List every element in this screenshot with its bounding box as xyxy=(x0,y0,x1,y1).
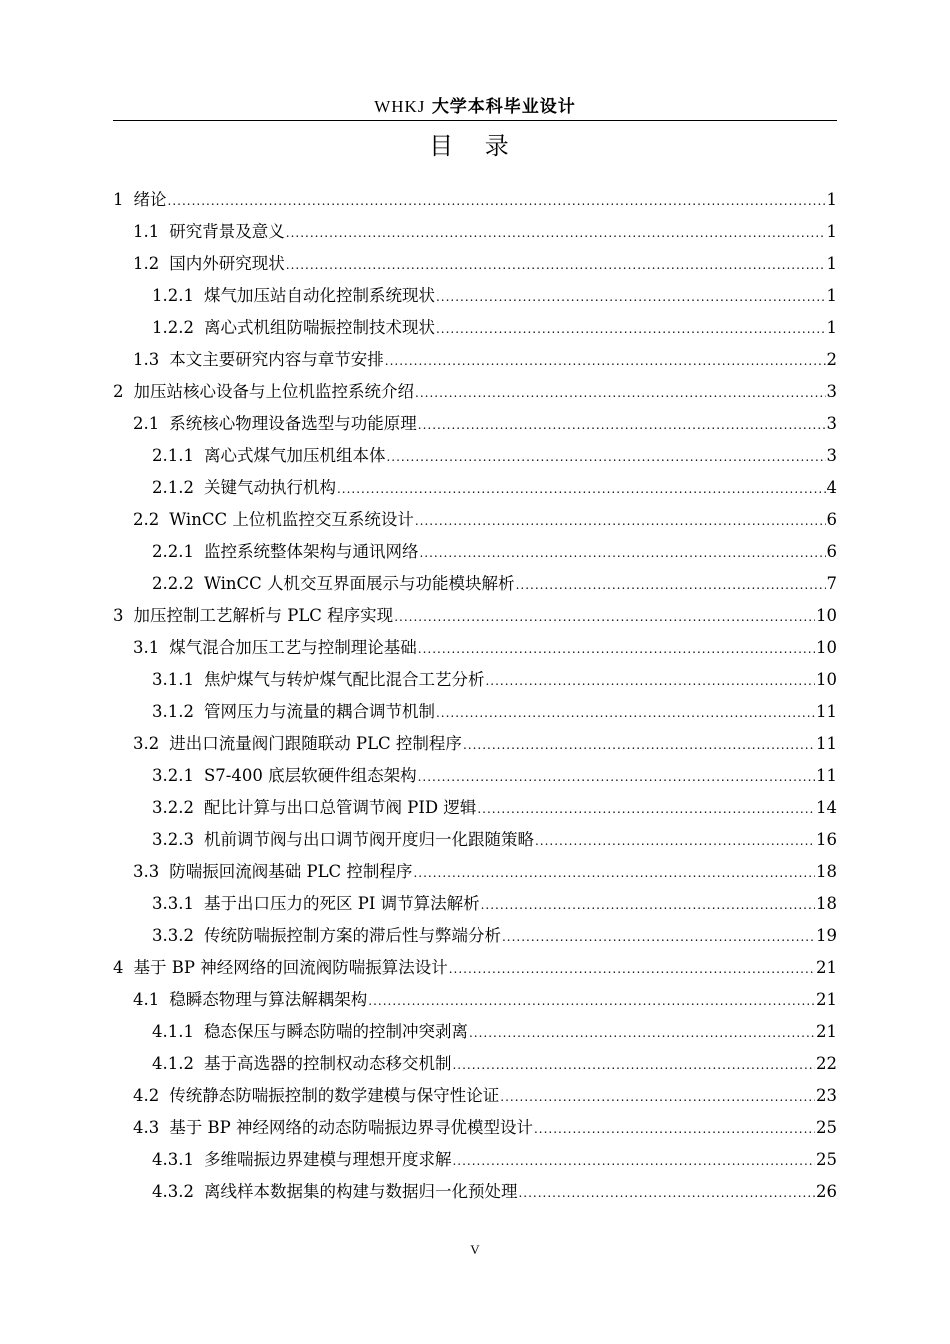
toc-entry-label xyxy=(152,472,336,504)
toc-entry-label xyxy=(113,952,448,984)
toc-entry-number: 4.1.2 xyxy=(152,1054,194,1073)
toc-entry[interactable] xyxy=(113,824,837,856)
toc-entry[interactable] xyxy=(113,536,837,568)
toc-entry-page: 1 xyxy=(826,222,837,241)
toc-entry-label xyxy=(152,568,515,600)
toc-entry-number: 2.2.2 xyxy=(152,574,194,593)
toc-entry[interactable] xyxy=(113,376,837,408)
toc-entry-text: 煤气加压站自动化控制系统现状 xyxy=(203,286,435,305)
toc-entry-page: 23 xyxy=(816,1086,837,1105)
toc-entry-text: 加压站核心设备与上位机监控系统介绍 xyxy=(133,382,414,401)
toc-leader-dots xyxy=(436,281,826,313)
toc-leader-dots xyxy=(516,569,826,601)
toc-entry[interactable] xyxy=(113,184,837,216)
toc-entry[interactable] xyxy=(113,984,837,1016)
toc-leader-dots xyxy=(418,633,815,665)
toc-entry[interactable] xyxy=(113,1144,837,1176)
toc-entry-label xyxy=(152,536,418,568)
toc-entry[interactable] xyxy=(113,632,837,664)
toc-leader-dots xyxy=(449,953,815,985)
toc-entry-text: 稳瞬态物理与算法解耦架构 xyxy=(169,990,368,1009)
toc-entry-text: 绪论 xyxy=(133,190,167,209)
toc-entry[interactable] xyxy=(113,952,837,984)
page-number: V xyxy=(470,1242,480,1257)
toc-entry-page: 11 xyxy=(816,734,837,753)
toc-leader-dots xyxy=(502,921,815,953)
toc-entry-label xyxy=(133,1080,499,1112)
toc-leader-dots xyxy=(477,793,815,825)
toc-entry-number: 4.1.1 xyxy=(152,1022,194,1041)
toc-entry-page: 26 xyxy=(816,1182,837,1201)
toc-entry-label xyxy=(152,696,435,728)
toc-leader-dots xyxy=(535,825,815,857)
toc-entry-number: 3 xyxy=(113,606,124,625)
toc-leader-dots xyxy=(337,473,826,505)
header-right-text: 大学本科毕业设计 xyxy=(431,97,576,117)
toc-entry-number: 1.2.1 xyxy=(152,286,194,305)
toc-entry-page: 18 xyxy=(816,862,837,881)
toc-leader-dots xyxy=(452,1145,815,1177)
toc-entry[interactable] xyxy=(113,504,837,536)
toc-entry-text: WinCC 人机交互界面展示与功能模块解析 xyxy=(203,574,515,593)
toc-entry-label xyxy=(152,920,501,952)
toc-entry-label xyxy=(133,504,414,536)
toc-entry-label xyxy=(133,408,417,440)
toc-entry[interactable] xyxy=(113,696,837,728)
toc-entry[interactable] xyxy=(113,344,837,376)
toc-entry-page: 2 xyxy=(826,350,837,369)
toc-entry-label xyxy=(152,760,417,792)
toc-leader-dots xyxy=(436,697,815,729)
toc-entry-page: 25 xyxy=(816,1150,837,1169)
toc-entry-number: 2.2 xyxy=(133,510,160,529)
toc-entry-number: 4.3.2 xyxy=(152,1182,194,1201)
toc-entry-label xyxy=(152,1048,451,1080)
toc-entry-text: 配比计算与出口总管调节阀 PID 逻辑 xyxy=(203,798,477,817)
toc-entry-number: 3.2.2 xyxy=(152,798,194,817)
toc-entry-page: 22 xyxy=(816,1054,837,1073)
toc-leader-dots xyxy=(534,1113,815,1145)
toc-entry-page: 11 xyxy=(816,702,837,721)
toc-entry-text: 防喘振回流阀基础 PLC 控制程序 xyxy=(169,862,413,881)
toc-entry-label xyxy=(133,984,367,1016)
toc-entry-label xyxy=(133,728,462,760)
toc-entry-page: 10 xyxy=(816,606,837,625)
toc-entry[interactable] xyxy=(113,600,837,632)
toc-entry-number: 3.3 xyxy=(133,862,160,881)
toc-entry[interactable] xyxy=(113,472,837,504)
toc-entry-text: 传统静态防喘振控制的数学建模与保守性论证 xyxy=(169,1086,500,1105)
toc-entry-number: 3.2.1 xyxy=(152,766,194,785)
toc-entry-number: 2 xyxy=(113,382,124,401)
toc-entry-text: 进出口流量阀门跟随联动 PLC 控制程序 xyxy=(169,734,462,753)
toc-entry-number: 3.1.2 xyxy=(152,702,194,721)
toc-leader-dots xyxy=(286,217,826,249)
toc-entry-number: 3.3.2 xyxy=(152,926,194,945)
toc-entry[interactable] xyxy=(113,856,837,888)
toc-entry-label xyxy=(133,216,285,248)
toc-entry-number: 4.3.1 xyxy=(152,1150,194,1169)
toc-entry[interactable] xyxy=(113,312,837,344)
toc-entry[interactable] xyxy=(113,568,837,600)
toc-leader-dots xyxy=(419,537,825,569)
toc-entry-page: 1 xyxy=(826,190,837,209)
toc-entry-page: 21 xyxy=(816,958,837,977)
table-of-contents xyxy=(113,184,837,1208)
toc-entry[interactable] xyxy=(113,728,837,760)
toc-entry-label xyxy=(152,664,484,696)
toc-title: 目 录 xyxy=(429,132,521,160)
toc-entry-page: 16 xyxy=(816,830,837,849)
toc-leader-dots xyxy=(469,1017,815,1049)
toc-entry-number: 3.1.1 xyxy=(152,670,194,689)
toc-entry-page: 7 xyxy=(826,574,837,593)
toc-entry[interactable] xyxy=(113,216,837,248)
toc-entry-number: 3.1 xyxy=(133,638,160,657)
toc-entry-page: 3 xyxy=(826,382,837,401)
toc-leader-dots xyxy=(418,761,815,793)
toc-leader-dots xyxy=(418,409,826,441)
toc-entry-text: 关键气动执行机构 xyxy=(203,478,336,497)
toc-entry-label xyxy=(113,376,414,408)
toc-entry-number: 4 xyxy=(113,958,124,977)
toc-entry[interactable] xyxy=(113,280,837,312)
toc-entry-label xyxy=(152,824,534,856)
toc-entry-text: 研究背景及意义 xyxy=(169,222,285,241)
toc-entry-label xyxy=(113,184,167,216)
toc-entry-number: 1.3 xyxy=(133,350,160,369)
toc-entry-page: 1 xyxy=(826,318,837,337)
toc-entry-number: 1 xyxy=(113,190,124,209)
toc-entry-page: 1 xyxy=(826,254,837,273)
toc-leader-dots xyxy=(518,1177,815,1209)
toc-entry[interactable] xyxy=(113,888,837,920)
toc-entry-text: 管网压力与流量的耦合调节机制 xyxy=(203,702,435,721)
toc-entry[interactable] xyxy=(113,1176,837,1208)
toc-entry-text: 基于 BP 神经网络的动态防喘振边界寻优模型设计 xyxy=(169,1118,533,1137)
toc-entry-page: 6 xyxy=(826,542,837,561)
toc-entry[interactable] xyxy=(113,664,837,696)
toc-entry-page: 3 xyxy=(826,446,837,465)
toc-leader-dots xyxy=(481,889,815,921)
toc-leader-dots xyxy=(368,985,815,1017)
toc-entry-number: 4.1 xyxy=(133,990,160,1009)
toc-entry-label xyxy=(133,248,285,280)
toc-entry-number: 4.3 xyxy=(133,1118,160,1137)
toc-entry-text: 基于 BP 神经网络的回流阀防喘振算法设计 xyxy=(133,958,448,977)
toc-entry-page: 18 xyxy=(816,894,837,913)
toc-entry-number: 2.2.1 xyxy=(152,542,194,561)
toc-entry-number: 3.2 xyxy=(133,734,160,753)
toc-entry[interactable] xyxy=(113,792,837,824)
toc-entry[interactable] xyxy=(113,1112,837,1144)
toc-entry-label xyxy=(152,792,476,824)
toc-entry-text: 本文主要研究内容与章节安排 xyxy=(169,350,384,369)
page-header xyxy=(113,94,837,121)
toc-entry-number: 1.1 xyxy=(133,222,160,241)
toc-entry-text: 多维喘振边界建模与理想开度求解 xyxy=(203,1150,452,1169)
toc-entry-number: 2.1 xyxy=(133,414,160,433)
toc-entry-number: 2.1.1 xyxy=(152,446,194,465)
toc-leader-dots xyxy=(500,1081,815,1113)
toc-entry-text: 离心式煤气加压机组本体 xyxy=(203,446,386,465)
toc-entry[interactable] xyxy=(113,920,837,952)
toc-entry-text: 煤气混合加压工艺与控制理论基础 xyxy=(169,638,417,657)
toc-entry-page: 21 xyxy=(816,1022,837,1041)
toc-entry-page: 3 xyxy=(826,414,837,433)
toc-leader-dots xyxy=(394,601,815,633)
toc-leader-dots xyxy=(436,313,826,345)
toc-entry-page: 4 xyxy=(826,478,837,497)
toc-entry-number: 3.2.3 xyxy=(152,830,194,849)
toc-entry-text: S7-400 底层软硬件组态架构 xyxy=(203,766,417,785)
toc-leader-dots xyxy=(415,505,826,537)
toc-entry-label xyxy=(152,440,385,472)
toc-entry-text: 基于出口压力的死区 PI 调节算法解析 xyxy=(203,894,480,913)
toc-entry-text: 机前调节阀与出口调节阀开度归一化跟随策略 xyxy=(203,830,534,849)
toc-leader-dots xyxy=(385,345,826,377)
toc-entry-text: 稳态保压与瞬态防喘的控制冲突剥离 xyxy=(203,1022,468,1041)
toc-entry-label xyxy=(152,1176,517,1208)
toc-entry-page: 10 xyxy=(816,670,837,689)
toc-entry-label xyxy=(152,312,435,344)
toc-entry-page: 1 xyxy=(826,286,837,305)
toc-entry-text: 系统核心物理设备选型与功能原理 xyxy=(169,414,417,433)
toc-leader-dots xyxy=(485,665,815,697)
toc-entry[interactable] xyxy=(113,408,837,440)
toc-entry-label xyxy=(152,280,435,312)
toc-entry-label xyxy=(113,600,393,632)
toc-entry-text: 传统防喘振控制方案的滞后性与弊端分析 xyxy=(203,926,501,945)
toc-entry[interactable] xyxy=(113,1016,837,1048)
toc-entry[interactable] xyxy=(113,1080,837,1112)
toc-entry[interactable] xyxy=(113,248,837,280)
toc-entry-label xyxy=(133,1112,533,1144)
header-left-text: WHKJ xyxy=(374,97,426,116)
toc-entry-text: WinCC 上位机监控交互系统设计 xyxy=(169,510,414,529)
toc-entry-page: 6 xyxy=(826,510,837,529)
toc-entry-text: 焦炉煤气与转炉煤气配比混合工艺分析 xyxy=(203,670,485,689)
toc-entry-label xyxy=(152,1016,468,1048)
toc-entry[interactable] xyxy=(113,440,837,472)
toc-entry-text: 离心式机组防喘振控制技术现状 xyxy=(203,318,435,337)
toc-entry-text: 国内外研究现状 xyxy=(169,254,285,273)
toc-entry-number: 1.2 xyxy=(133,254,160,273)
toc-entry-page: 10 xyxy=(816,638,837,657)
toc-leader-dots xyxy=(452,1049,815,1081)
toc-leader-dots xyxy=(286,249,826,281)
toc-leader-dots xyxy=(415,377,826,409)
toc-entry-label xyxy=(133,632,417,664)
toc-leader-dots xyxy=(168,185,826,217)
toc-entry-label xyxy=(133,856,412,888)
toc-entry-text: 离线样本数据集的构建与数据归一化预处理 xyxy=(203,1182,518,1201)
toc-entry-label xyxy=(152,888,480,920)
toc-entry-page: 21 xyxy=(816,990,837,1009)
toc-entry-text: 监控系统整体架构与通讯网络 xyxy=(203,542,419,561)
toc-entry-text: 基于高选器的控制权动态移交机制 xyxy=(203,1054,452,1073)
toc-entry-number: 3.3.1 xyxy=(152,894,194,913)
toc-entry-page: 19 xyxy=(816,926,837,945)
toc-entry-page: 25 xyxy=(816,1118,837,1137)
toc-entry-page: 14 xyxy=(816,798,837,817)
toc-leader-dots xyxy=(463,729,815,761)
toc-entry[interactable] xyxy=(113,1048,837,1080)
toc-leader-dots xyxy=(386,441,825,473)
toc-entry-page: 11 xyxy=(816,766,837,785)
toc-entry-text: 加压控制工艺解析与 PLC 程序实现 xyxy=(133,606,394,625)
toc-entry-label xyxy=(152,1144,451,1176)
toc-entry-number: 1.2.2 xyxy=(152,318,194,337)
toc-leader-dots xyxy=(413,857,815,889)
toc-entry[interactable] xyxy=(113,760,837,792)
toc-entry-label xyxy=(133,344,384,376)
toc-entry-number: 2.1.2 xyxy=(152,478,194,497)
toc-entry-number: 4.2 xyxy=(133,1086,160,1105)
